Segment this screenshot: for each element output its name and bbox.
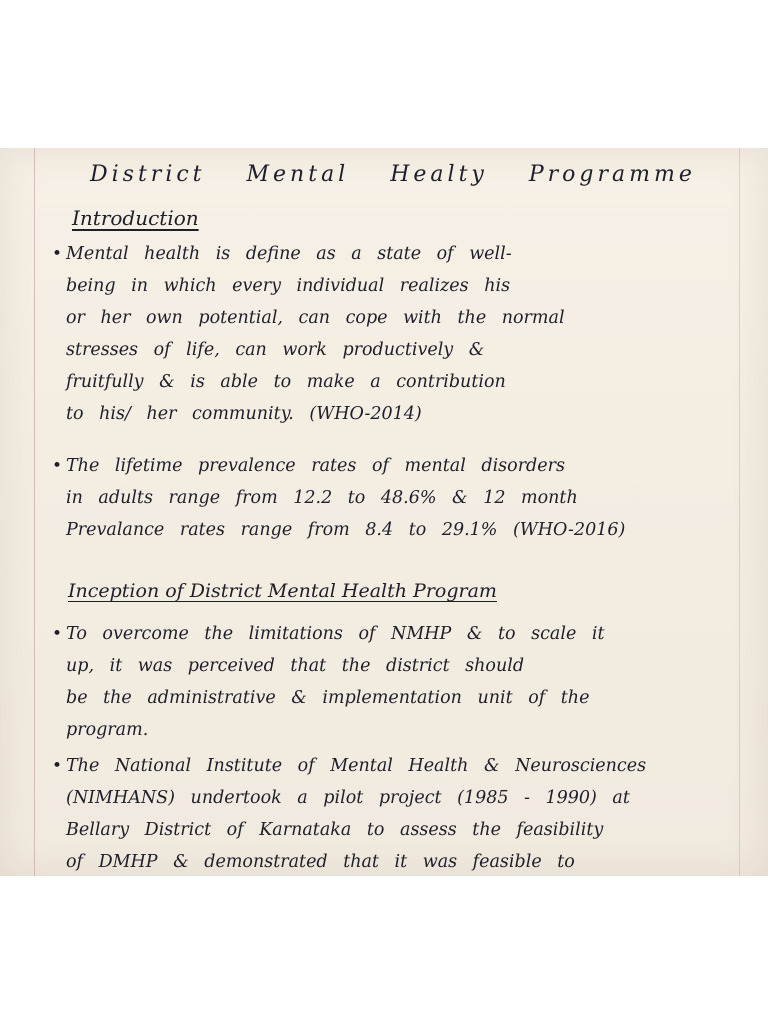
bullet-dot: • [52, 456, 63, 476]
text-line: (NIMHANS) undertook a pilot project (1985 - 1990) at [66, 788, 630, 808]
text-line: The lifetime prevalence rates of mental disorders [66, 456, 565, 476]
margin-rule [34, 148, 35, 876]
bullet-paragraph-nmhp-limitations [52, 618, 746, 746]
section-heading-introduction: Introduction [72, 206, 199, 230]
text-line: up, it was perceived that the district should [66, 656, 525, 676]
text-line: To overcome the limitations of NMHP & to scale it [66, 624, 605, 644]
text-line: to his/ her community. (WHO-2014) [66, 404, 422, 424]
section-heading-inception: Inception of District Mental Health Program [68, 580, 497, 602]
text-line: Mental health is define as a state of well- [66, 244, 512, 264]
text-line: or her own potential, can cope with the normal [66, 308, 565, 328]
notebook-page [0, 148, 768, 876]
text-line: program. [66, 720, 149, 740]
text-line: Prevalance rates range from 8.4 to 29.1% (WHO-2016) [66, 520, 626, 540]
bullet-paragraph-nimhans-pilot [52, 750, 746, 876]
page-title: District Mental Healty Programme [90, 162, 696, 187]
text-line: stresses of life, can work productively & [66, 340, 485, 360]
text-line: be the administrative & implementation unit of the [66, 688, 590, 708]
text-line: in adults range from 12.2 to 48.6% & 12 month [66, 488, 578, 508]
bullet-dot: • [52, 624, 63, 644]
bullet-paragraph-prevalence [52, 450, 746, 546]
bullet-dot: • [52, 756, 63, 776]
text-line: being in which every individual realizes his [66, 276, 511, 296]
text-line: The National Institute of Mental Health & Neurosciences [66, 756, 647, 776]
text-line: of DMHP & demonstrated that it was feasible to [66, 852, 575, 872]
bullet-paragraph-mental-health-definition [52, 238, 746, 430]
text-line: Bellary District of Karnataka to assess the feasibility [66, 820, 604, 840]
text-line: fruitfully & is able to make a contribution [66, 372, 506, 392]
bullet-dot: • [52, 244, 63, 264]
